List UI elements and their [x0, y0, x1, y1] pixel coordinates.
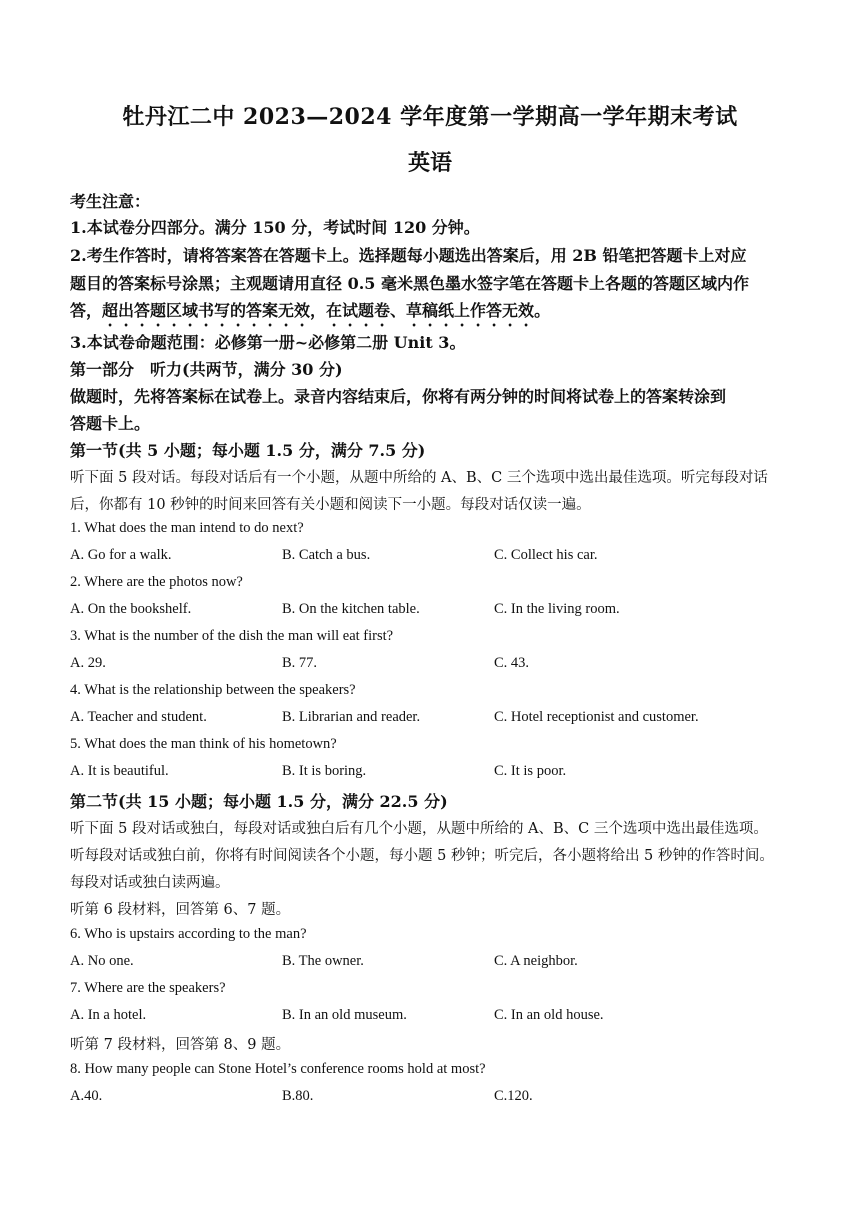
notice-item-2-line-3-mid: ， — [310, 301, 327, 320]
q3-option-a: A. 29. — [70, 655, 106, 671]
q5-option-b: B. It is boring. — [282, 763, 367, 779]
q2-option-a: A. On the bookshelf. — [70, 601, 192, 617]
question-1: 1. What does the man intend to do next? — [70, 520, 304, 536]
q7-option-b: B. In an old museum. — [282, 1007, 407, 1023]
notice-heading: 考生注意： — [70, 192, 151, 211]
question-4: 4. What is the relationship between the speakers? — [70, 682, 356, 698]
q2-option-c: C. In the living room. — [494, 601, 620, 617]
notice-item-1: 1.本试卷分四部分。满分 150 分，考试时间 120 分钟。 — [70, 218, 480, 237]
section1-instruction-line-2: 后，你都有 10 秒钟的时间来回答有关小题和阅读下一小题。每段对话仅读一遍。 — [70, 497, 591, 513]
q3-option-c: C. 43. — [494, 655, 530, 671]
material-6-instruction: 听第 6 段材料，回答第 6、7 题。 — [70, 902, 291, 918]
notice-item-2-line-3 — [70, 298, 795, 330]
notice-item-2-line-2: 题目的答案标号涂黑；主观题请用直径 0.5 毫米黑色墨水签字笔在答题卡上各题的答题区域内作 — [70, 274, 749, 293]
q1-option-a: A. Go for a walk. — [70, 547, 172, 563]
section2-instruction-line-2: 听每段对话或独白前，你将有时间阅读各个小题，每小题 5 秒钟；听完后，各小题将给出 5 秒钟的作答时间。 — [70, 848, 774, 864]
q4-option-b: B. Librarian and reader. — [282, 709, 421, 725]
q6-option-b: B. The owner. — [282, 953, 364, 969]
section1-instruction-line-1: 听下面 5 段对话。每段对话后有一个小题，从题中所给的 A、B、C 三个选项中选出最佳选项。听完每段对话 — [70, 470, 768, 486]
q1-option-c: C. Collect his car. — [494, 547, 598, 563]
q1-option-b: B. Catch a bus. — [282, 547, 371, 563]
q5-option-a: A. It is beautiful. — [70, 763, 169, 779]
exam-title: 牡丹江二中 2023—2024 学年度第一学期高一学年期末考试 — [122, 104, 738, 130]
question-2: 2. Where are the photos now? — [70, 574, 243, 590]
q8-option-a: A.40. — [70, 1088, 103, 1104]
notice-item-2-line-1: 2.考生作答时，请将答案答在答题卡上。选择题每小题选出答案后，用 2B 铅笔把答题卡上对应 — [70, 246, 747, 265]
section2-instruction-line-1: 听下面 5 段对话或独白，每段对话或独白后有几个小题，从题中所给的 A、B、C 三个选项中选出最佳选项。 — [70, 821, 768, 837]
q2-option-b: B. On the kitchen table. — [282, 601, 420, 617]
notice-dotted-text-1: 超出答题区域书写的答案无效 — [102, 301, 311, 320]
notice-dotted-text-2: 在试题卷、草稿纸上作答无效 — [326, 301, 535, 320]
section1-heading: 第一节(共 5 小题；每小题 1.5 分，满分 7.5 分) — [70, 441, 426, 460]
q3-option-b: B. 77. — [282, 655, 318, 671]
notice-item-3: 3.本试卷命题范围：必修第一册~必修第二册 Unit 3。 — [70, 333, 466, 352]
part1-instruction-line-1: 做题时，先将答案标在试卷上。录音内容结束后，你将有两分钟的时间将试卷上的答案转涂到 — [70, 387, 727, 406]
q6-option-c: C. A neighbor. — [494, 953, 578, 969]
q6-option-a: A. No one. — [70, 953, 134, 969]
material-7-instruction: 听第 7 段材料，回答第 8、9 题。 — [70, 1037, 291, 1053]
question-6: 6. Who is upstairs according to the man? — [70, 926, 307, 942]
section2-heading: 第二节(共 15 小题；每小题 1.5 分，满分 22.5 分) — [70, 792, 448, 811]
q8-option-b: B.80. — [282, 1088, 314, 1104]
part1-instruction-line-2: 答题卡上。 — [70, 414, 151, 433]
question-8: 8. How many people can Stone Hotel’s conference rooms hold at most? — [70, 1061, 486, 1077]
q8-option-c: C.120. — [494, 1088, 533, 1104]
q4-option-a: A. Teacher and student. — [70, 709, 207, 725]
question-5: 5. What does the man think of his hometown? — [70, 736, 337, 752]
q5-option-c: C. It is poor. — [494, 763, 567, 779]
question-7: 7. Where are the speakers? — [70, 980, 226, 996]
q7-option-a: A. In a hotel. — [70, 1007, 147, 1023]
q4-option-c: C. Hotel receptionist and customer. — [494, 709, 699, 725]
notice-item-2-line-3-end: 。 — [534, 301, 551, 320]
question-3: 3. What is the number of the dish the man will eat first? — [70, 628, 394, 644]
section2-instruction-line-3: 每段对话或独白读两遍。 — [70, 875, 230, 891]
part1-heading: 第一部分 听力(共两节，满分 30 分) — [70, 360, 343, 379]
notice-item-2-line-3-prefix: 答， — [70, 301, 103, 320]
q7-option-c: C. In an old house. — [494, 1007, 604, 1023]
subject-title: 英语 — [407, 150, 452, 176]
